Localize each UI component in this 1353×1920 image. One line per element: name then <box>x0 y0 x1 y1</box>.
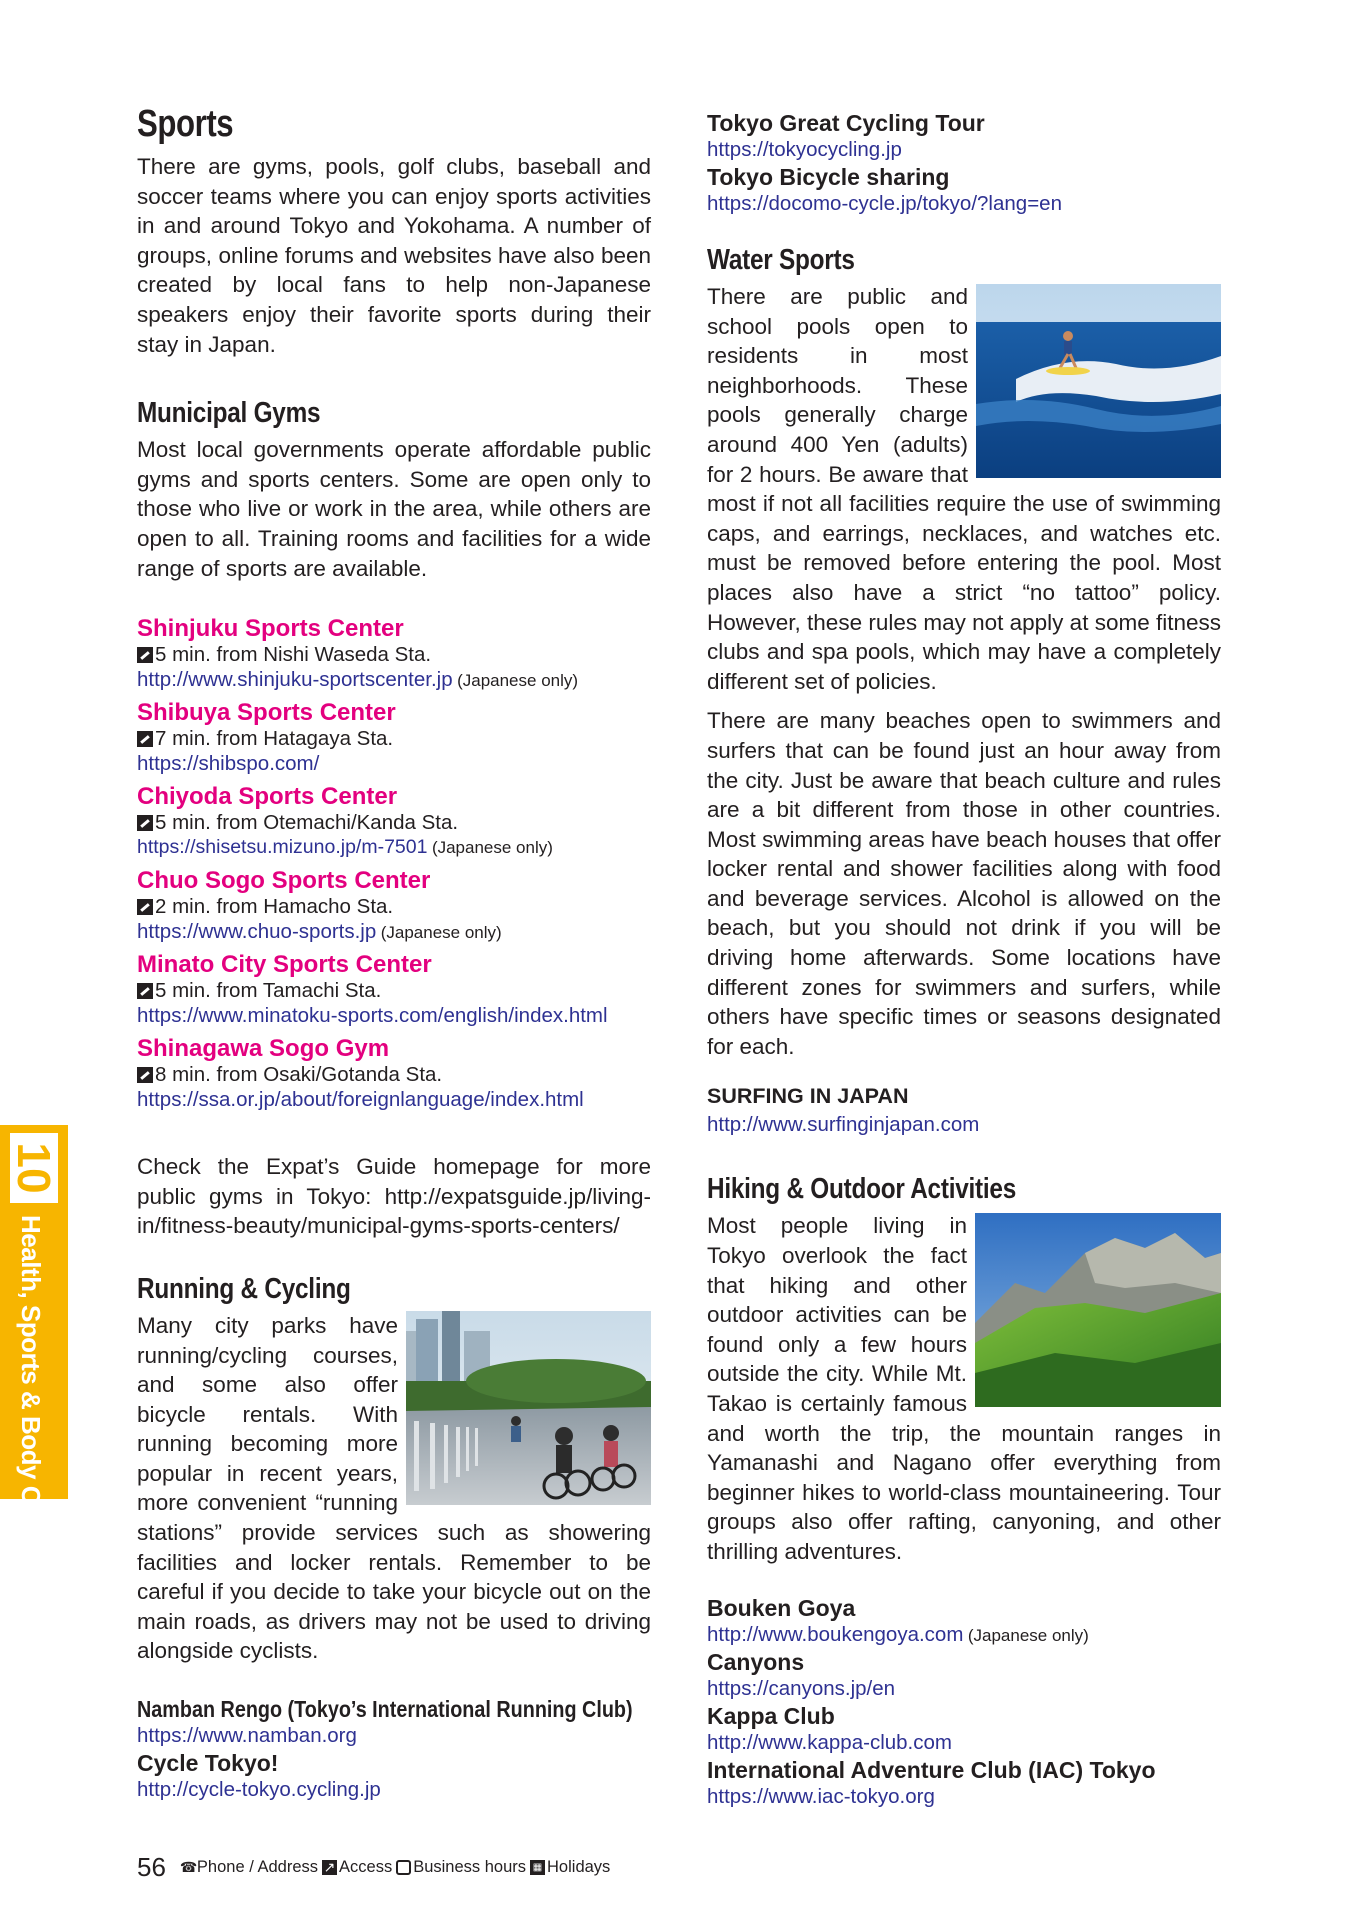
venue-access <box>137 811 651 835</box>
venue-item <box>137 783 651 860</box>
club-name: Cycle Tokyo! <box>137 1750 279 1777</box>
venue-name: Chiyoda Sports Center <box>137 783 398 811</box>
venue-access <box>137 895 651 919</box>
surfing-link <box>707 1083 1221 1137</box>
chapter-number: 10 <box>8 1142 60 1194</box>
venue-note: (Japanese only) <box>457 671 579 691</box>
surfing-photo <box>976 284 1221 478</box>
venue-url[interactable]: https://www.chuo-sports.jp <box>137 920 377 944</box>
access-icon <box>137 815 153 831</box>
link-name: International Adventure Club (IAC) Tokyo <box>707 1756 1156 1783</box>
municipal-gyms-heading: Municipal Gyms <box>137 397 321 430</box>
water-sports-heading: Water Sports <box>707 244 855 276</box>
venue-note: (Japanese only) <box>380 923 502 943</box>
link-note: (Japanese only) <box>967 1625 1089 1645</box>
venue-access-text: 5 min. from Otemachi/Kanda Sta. <box>155 811 459 835</box>
cycling-photo <box>406 1311 651 1505</box>
venue-access-text: 7 min. from Hatagaya Sta. <box>155 727 394 751</box>
outdoor-links <box>707 1595 1221 1809</box>
link-url[interactable]: https://www.iac-tokyo.org <box>707 1784 935 1808</box>
venue-access-text: 8 min. from Osaki/Gotanda Sta. <box>155 1063 443 1087</box>
link-name: Tokyo Bicycle sharing <box>707 164 950 190</box>
link-name: Tokyo Great Cycling Tour <box>707 110 985 136</box>
water-sports-text-2: There are many beaches open to swimmers and surfers that can be found just an hour away from the city. Just be aware that beach culture and rules are a bit different from those in other countries. Most swimming areas have beach houses that offer locker rental and shower facilities along with food and beverage services. Alcohol is allowed on the beach, but you should not drink if you will be driving home afterwards. Some locations have different zones for swimmers and surfers, while others have specific times or seasons designated for each. <box>707 708 1221 1059</box>
venue-url[interactable]: https://shibspo.com/ <box>137 752 320 776</box>
water-sports-text-1: There are public and school pools open to residents in most neighborhoods. These pools generally charge around 400 Yen (adults) for 2 hours. Be aware that most if not all facilities require the use of swimming caps, and earrings, necklaces, and watches etc. must be removed before entering the pool. Most places also have a strict “no tattoo” policy. However, these rules may not apply at some fitness clubs and spa pools, which may have a completely different set of policies. <box>707 284 1221 694</box>
legend-label: Business hours <box>413 1858 527 1876</box>
club-name: Namban Rengo (Tokyo’s International Running Club) <box>137 1696 633 1723</box>
link-name: Kappa Club <box>707 1702 835 1729</box>
venue-access-text: 2 min. from Hamacho Sta. <box>155 895 394 919</box>
link-url[interactable]: http://www.kappa-club.com <box>707 1730 952 1754</box>
venue-name: Shibuya Sports Center <box>137 699 396 727</box>
venue-access-text: 5 min. from Nishi Waseda Sta. <box>155 643 432 667</box>
venue-access <box>137 979 651 1003</box>
clock-icon <box>396 1860 411 1875</box>
legend-holidays <box>530 1858 610 1877</box>
venue-name: Chuo Sogo Sports Center <box>137 867 431 895</box>
surfing-link-name: SURFING IN JAPAN <box>707 1084 909 1109</box>
venue-url[interactable]: https://ssa.or.jp/about/foreignlanguage/index.html <box>137 1088 584 1112</box>
legend-label: Phone / Address <box>196 1858 319 1876</box>
link-url[interactable]: http://www.boukengoya.com <box>707 1622 964 1646</box>
venue-access <box>137 1063 651 1087</box>
link-url[interactable]: https://canyons.jp/en <box>707 1676 896 1700</box>
access-icon <box>137 983 153 999</box>
mountain-photo <box>975 1213 1221 1407</box>
venue-list <box>137 615 651 1112</box>
link-url[interactable]: https://docomo-cycle.jp/tokyo/?lang=en <box>707 192 1062 215</box>
sports-text: There are gyms, pools, golf clubs, baseball and soccer teams where you can enjoy sports activities in and around Tokyo and Yokohama. A number of groups, online forums and websites have also been created by local fans to help non-Japanese speakers enjoy their favorite sports during their stay in Japan. <box>137 154 651 357</box>
access-icon <box>137 647 153 663</box>
venue-item <box>137 615 651 692</box>
running-clubs <box>137 1696 651 1802</box>
venue-item <box>137 1035 651 1112</box>
access-icon <box>137 731 153 747</box>
hiking-text: Most people living in Tokyo overlook the fact that hiking and other outdoor activities can be found only a few hours outside the city. While Mt. Takao is certainly famous and worth the trip, the mountain ranges in Yamanashi and Nagano offer everything from beginner hikes to world-class mountaineering. Tour groups also offer rafting, canyoning, and other thrilling adventures. <box>707 1213 1221 1564</box>
chapter-tab <box>0 1125 68 1542</box>
legend-access <box>322 1858 392 1877</box>
legend-label: Access <box>339 1858 393 1876</box>
left-column <box>137 104 651 1802</box>
venue-name: Shinagawa Sogo Gym <box>137 1035 390 1063</box>
venue-url[interactable]: https://www.minatoku-sports.com/english/index.html <box>137 1004 608 1028</box>
holiday-icon: ▦ <box>530 1860 545 1875</box>
venue-access-text: 5 min. from Tamachi Sta. <box>155 979 382 1003</box>
link-url[interactable]: https://tokyocycling.jp <box>707 138 902 161</box>
legend-label: Holidays <box>547 1858 611 1876</box>
surfing-link-url[interactable]: http://www.surfinginjapan.com <box>707 1113 980 1137</box>
municipal-gyms-text: Most local governments operate affordable public gyms and sports centers. Some are open only to those who live or work in the area, while others are open to all. Training rooms and facilities for a wide range of sports are available. <box>137 437 651 581</box>
phone-icon: ☎ <box>179 1859 198 1875</box>
legend-hours <box>396 1858 526 1877</box>
venue-note: (Japanese only) <box>431 838 553 858</box>
access-icon <box>137 1067 153 1083</box>
access-icon: ↗ <box>323 1859 336 1875</box>
venue-item <box>137 867 651 944</box>
venue-item <box>137 951 651 1028</box>
chapter-title: Health, Sports & Body Care <box>16 1215 46 1542</box>
footer <box>137 1852 614 1883</box>
venue-url[interactable]: http://www.shinjuku-sportscenter.jp <box>137 668 453 692</box>
link-name: Canyons <box>707 1648 805 1675</box>
venue-name: Shinjuku Sports Center <box>137 615 404 643</box>
expats-guide-note: Check the Expat’s Guide homepage for more public gyms in Tokyo: http://expatsguide.jp/living-in/fitness-beauty/municipal-gyms-sports-centers/ <box>137 1154 651 1239</box>
running-cycling-text: Many city parks have running/cycling courses, and some also offer bicycle rentals. With running becoming more popular in recent years, more convenient “running stations” provide services such as showering facilities and locker rentals. Remember to be careful if you decide to take your bicycle out on the main roads, as drivers may not be used to driving alongside cyclists. <box>137 1312 651 1664</box>
venue-item <box>137 699 651 776</box>
cycling-links <box>707 110 1221 216</box>
legend-phone <box>180 1858 318 1877</box>
venue-name: Minato City Sports Center <box>137 951 432 979</box>
venue-access <box>137 727 651 751</box>
hiking-heading: Hiking & Outdoor Activities <box>707 1173 1017 1206</box>
access-icon <box>137 899 153 915</box>
running-cycling-heading: Running & Cycling <box>137 1272 351 1305</box>
venue-access <box>137 643 651 667</box>
sports-heading: Sports <box>137 103 234 145</box>
venue-url[interactable]: https://shisetsu.mizuno.jp/m-7501 <box>137 836 428 859</box>
link-name: Bouken Goya <box>707 1594 856 1621</box>
page-number: 56 <box>137 1852 166 1882</box>
right-column <box>707 110 1221 1809</box>
club-url[interactable]: https://www.namban.org <box>137 1724 357 1748</box>
chapter-number-box <box>10 1133 58 1203</box>
club-url[interactable]: http://cycle-tokyo.cycling.jp <box>137 1778 381 1802</box>
